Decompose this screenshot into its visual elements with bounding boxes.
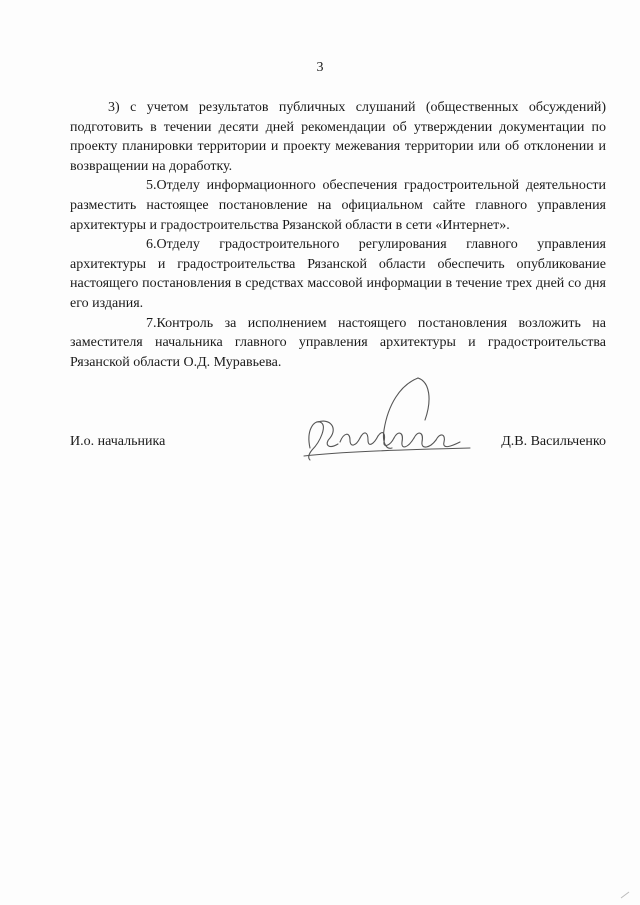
paragraph-5 [70,176,606,235]
document-body [70,98,606,372]
paragraph-number: 5. [146,178,157,194]
signatory-name: Д.В. Васильченко [501,434,606,449]
paragraph-3 [70,98,606,176]
page-number: 3 [316,60,324,75]
signature-block [70,370,606,480]
paragraph-number: 7. [146,315,157,331]
paragraph-7 [70,314,606,373]
paragraph-text: Отделу градостроительного регулирования главного управления архитектуры и градостроительства Рязанской области обеспечить опубликование настоящего постановления в средствах массовой информации в течение трех дней со дня его издания. [70,237,606,311]
paragraph-6 [70,235,606,313]
paragraph-text: Отделу информационного обеспечения градостроительной деятельности разместить настоящее постановление на официальном сайте главного управления архитектуры и градостроительства Рязанской области в сети «Интернет». [70,178,606,233]
signatory-role: И.о. начальника [70,434,166,449]
paragraph-text: 3) с учетом результатов публичных слушаний (общественных обсуждений) подготовить в течении десяти дней рекомендации об утверждении документации по проекту планировки территории и проекту межевания территории или об отклонении и возвращении на доработку. [70,100,606,174]
scan-corner-mark [620,891,630,899]
paragraph-text: Контроль за исполнением настоящего постановления возложить на заместителя начальника главного управления архитектуры и градостроительства Рязанской области О.Д. Муравьева. [70,315,606,370]
paragraph-number: 6. [146,237,157,253]
handwritten-signature [280,370,480,475]
